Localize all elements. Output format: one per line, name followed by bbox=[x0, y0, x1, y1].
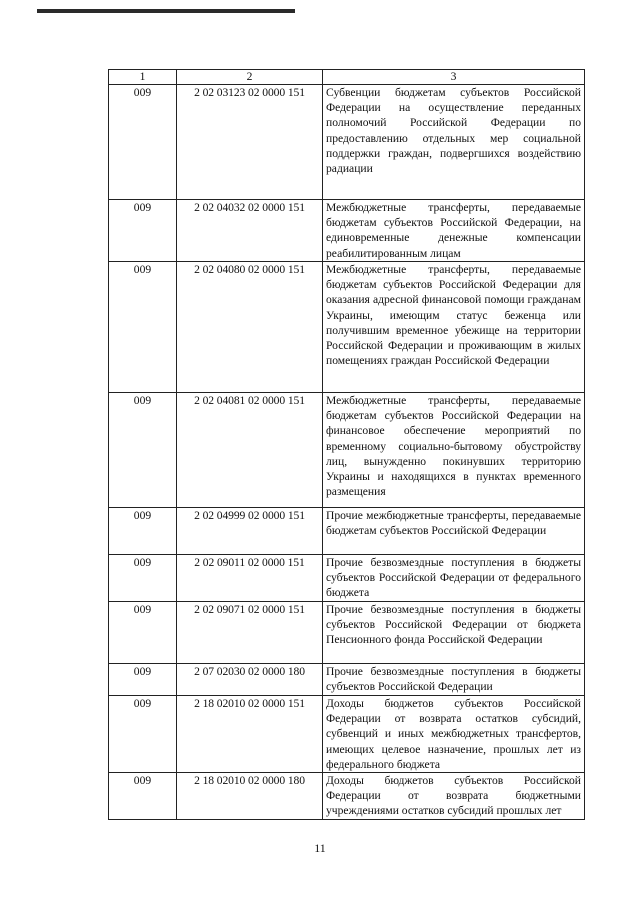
budget-code: 2 02 09011 02 0000 151 bbox=[177, 555, 323, 602]
budget-code: 2 02 09071 02 0000 151 bbox=[177, 602, 323, 664]
budget-code: 2 02 04032 02 0000 151 bbox=[177, 200, 323, 262]
table-row bbox=[109, 773, 585, 820]
income-description: Прочие безвозмездные поступления в бюджеты субъектов Российской Федерации от бюджета Пенсионного фонда Российской Федерации bbox=[323, 602, 585, 664]
table-row bbox=[109, 508, 585, 555]
income-description: Прочие межбюджетные трансферты, передаваемые бюджетам субъектов Российской Федерации bbox=[323, 508, 585, 555]
income-description: Доходы бюджетов субъектов Российской Федерации от возврата остатков субсидий, субвенций и иных межбюджетных трансфертов, имеющих целевое назначение, прошлых лет из федерального бюджета bbox=[323, 696, 585, 773]
column-header-1: 1 bbox=[109, 70, 177, 85]
budget-code: 2 02 04081 02 0000 151 bbox=[177, 393, 323, 508]
top-rule bbox=[37, 9, 295, 13]
admin-code: 009 bbox=[109, 85, 177, 200]
budget-codes-table bbox=[108, 69, 585, 820]
table-row bbox=[109, 602, 585, 664]
table-row bbox=[109, 555, 585, 602]
budget-code: 2 18 02010 02 0000 180 bbox=[177, 773, 323, 820]
income-description: Субвенции бюджетам субъектов Российской Федерации на осуществление переданных полномочий Российской Федерации по предоставлению отдельных мер социальной поддержки граждан, подвергшихся воздействию радиации bbox=[323, 85, 585, 200]
admin-code: 009 bbox=[109, 393, 177, 508]
table-row bbox=[109, 85, 585, 200]
column-header-2: 2 bbox=[177, 70, 323, 85]
income-description: Доходы бюджетов субъектов Российской Федерации от возврата бюджетными учреждениями остатков субсидий прошлых лет bbox=[323, 773, 585, 820]
admin-code: 009 bbox=[109, 262, 177, 393]
income-description: Межбюджетные трансферты, передаваемые бюджетам субъектов Российской Федерации на финансовое обеспечение мероприятий по временному социально-бытовому обустройству лиц, вынужденно покинувших территорию Украины и находящихся в пунктах временного размещения bbox=[323, 393, 585, 508]
budget-code: 2 02 04080 02 0000 151 bbox=[177, 262, 323, 393]
admin-code: 009 bbox=[109, 508, 177, 555]
admin-code: 009 bbox=[109, 773, 177, 820]
table-header-row bbox=[109, 70, 585, 85]
admin-code: 009 bbox=[109, 200, 177, 262]
admin-code: 009 bbox=[109, 555, 177, 602]
admin-code: 009 bbox=[109, 602, 177, 664]
budget-code: 2 02 04999 02 0000 151 bbox=[177, 508, 323, 555]
page-number: 11 bbox=[314, 841, 326, 855]
income-description: Прочие безвозмездные поступления в бюджеты субъектов Российской Федерации bbox=[323, 664, 585, 696]
budget-code: 2 02 03123 02 0000 151 bbox=[177, 85, 323, 200]
budget-code: 2 07 02030 02 0000 180 bbox=[177, 664, 323, 696]
table-row bbox=[109, 664, 585, 696]
column-header-3: 3 bbox=[323, 70, 585, 85]
table-row bbox=[109, 696, 585, 773]
table-row bbox=[109, 262, 585, 393]
income-description: Прочие безвозмездные поступления в бюджеты субъектов Российской Федерации от федерального бюджета bbox=[323, 555, 585, 602]
income-description: Межбюджетные трансферты, передаваемые бюджетам субъектов Российской Федерации для оказания адресной финансовой помощи гражданам Украины, имеющим статус беженца или получившим временное убежище на территории Российской Федерации и проживающим в жилых помещениях граждан Российской Федерации bbox=[323, 262, 585, 393]
table-row bbox=[109, 200, 585, 262]
income-description: Межбюджетные трансферты, передаваемые бюджетам субъектов Российской Федерации, на единовременные денежные компенсации реабилитированным лицам bbox=[323, 200, 585, 262]
table-row bbox=[109, 393, 585, 508]
admin-code: 009 bbox=[109, 696, 177, 773]
budget-code: 2 18 02010 02 0000 151 bbox=[177, 696, 323, 773]
admin-code: 009 bbox=[109, 664, 177, 696]
